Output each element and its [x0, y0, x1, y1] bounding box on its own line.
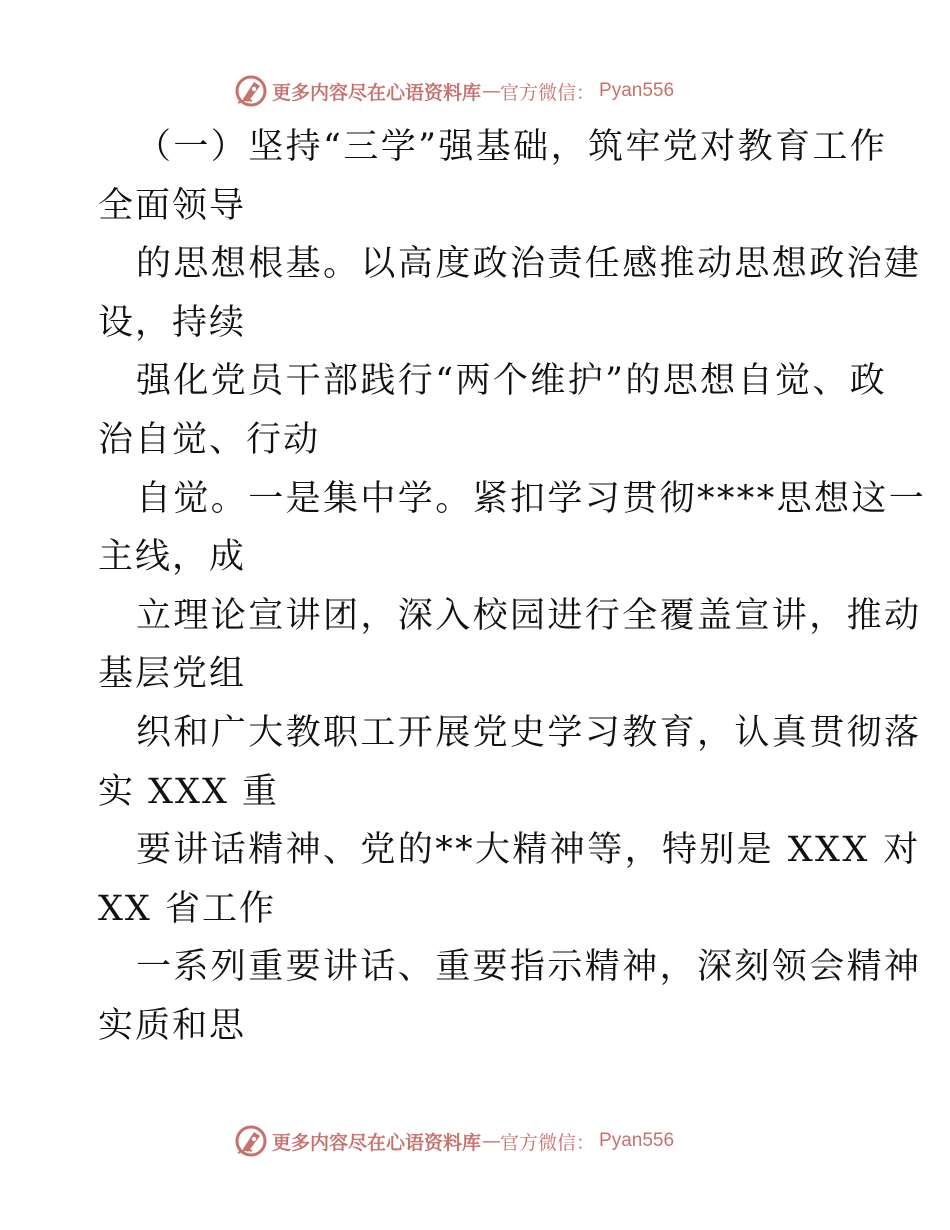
text-line: 强化党员干部践行“两个维护”的思想自觉、政 — [136, 361, 888, 402]
text-line: （一）坚持“三学”强基础，筑牢党对教育工作 — [136, 127, 888, 167]
watermark-suffix: 官方微信： — [500, 81, 596, 104]
text-line: 自觉。一是集中学。紧扣学习贯彻****思想这一 — [136, 478, 927, 519]
text-line: 主线，成 — [98, 537, 247, 578]
text-line: 一系列重要讲话、重要指示精神，深刻领会精神 — [136, 947, 922, 988]
text-line: 的思想根基。以高度政治责任感推动思想政治建 — [136, 244, 922, 285]
text-line: 基层党组 — [98, 654, 247, 695]
watermark-id: Pyan556 — [599, 1130, 675, 1151]
text-line: 全面领导 — [98, 185, 247, 226]
watermark-dash: — — [482, 80, 500, 102]
pen-nib-circle-icon — [234, 74, 268, 108]
text-line: 治自觉、行动 — [98, 419, 321, 460]
pen-nib-circle-icon — [234, 1124, 268, 1158]
text-line: 要讲话精神、党的**大精神等，特别是 XXX 对 — [136, 830, 921, 871]
text-line: 立理论宣讲团，深入校园进行全覆盖宣讲，推动 — [136, 595, 922, 636]
watermark-text: 更多内容尽在心语资料库 — [272, 81, 482, 104]
text-line: 实 XXX 重 — [98, 771, 280, 812]
text-line: 设，持续 — [98, 302, 247, 343]
watermark-text: 更多内容尽在心语资料库 — [272, 1131, 482, 1154]
header-watermark — [234, 73, 674, 109]
watermark-dash: — — [482, 1130, 500, 1152]
watermark-suffix: 官方微信： — [500, 1131, 596, 1154]
text-line: 织和广大教职工开展党史学习教育，认真贯彻落 — [136, 712, 922, 753]
text-line: 实质和思 — [98, 1005, 247, 1046]
watermark-id: Pyan556 — [599, 80, 675, 101]
text-line: XX 省工作 — [98, 888, 276, 929]
footer-watermark — [234, 1123, 674, 1159]
document-body — [98, 118, 927, 1056]
